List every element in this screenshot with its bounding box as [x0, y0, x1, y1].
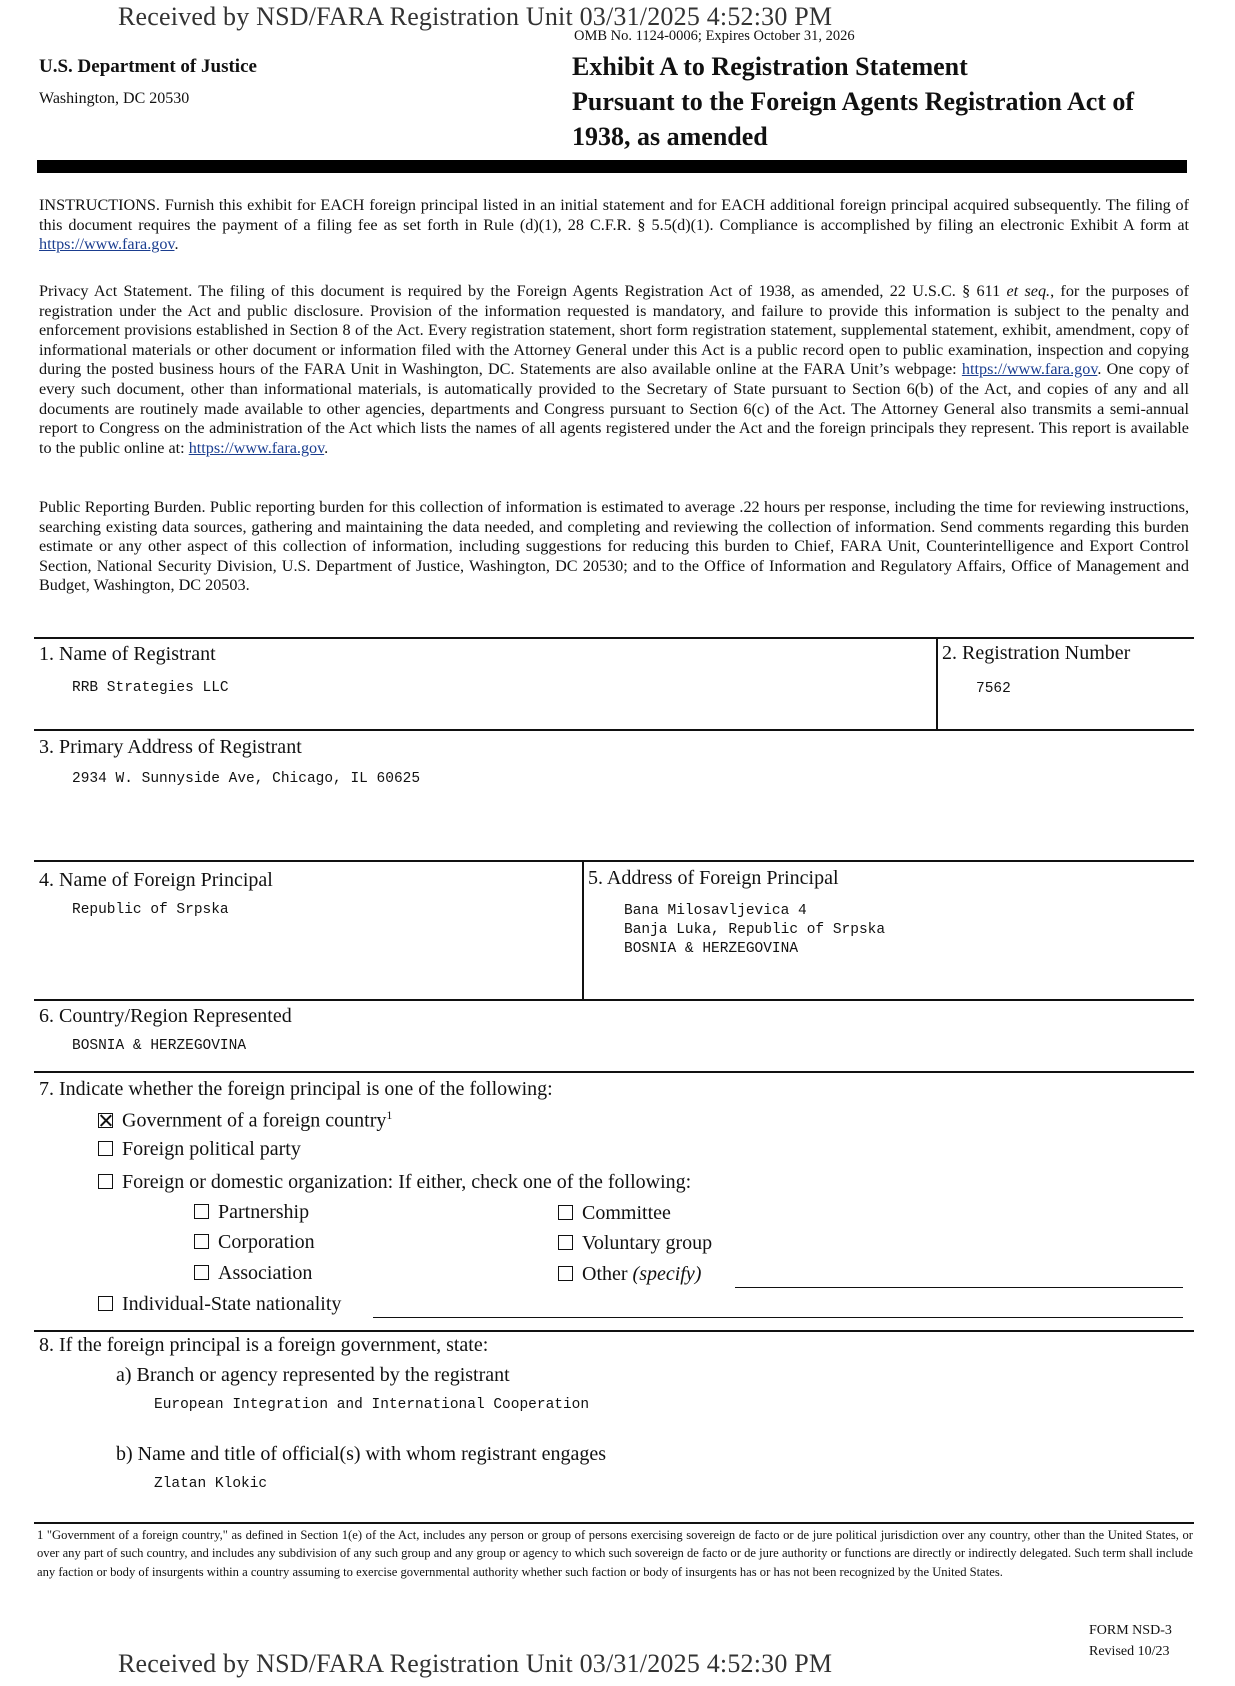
official-label: b) Name and title of official(s) with whom registrant engages: [116, 1443, 607, 1465]
department-name: U.S. Department of Justice: [39, 56, 257, 77]
option-committee[interactable]: Committee: [558, 1202, 671, 1225]
branch-agency-value: European Integration and International Cooperation: [154, 1397, 590, 1413]
foreign-principal-address-label: 5. Address of Foreign Principal: [588, 867, 839, 889]
option-other[interactable]: Other (specify): [558, 1263, 701, 1286]
grid-line: [34, 1330, 1194, 1332]
instructions-link[interactable]: https://www.fara.gov: [39, 235, 175, 254]
department-city: Washington, DC 20530: [39, 90, 190, 107]
form-identifier: [1089, 1620, 1172, 1662]
privacy-et-seq: et seq.: [1006, 282, 1051, 300]
received-stamp-top: Received by NSD/FARA Registration Unit 03/31/2025 4:52:30 PM: [118, 2, 833, 31]
instructions-paragraph: INSTRUCTIONS. Furnish this exhibit for EACH foreign principal listed in an initial statement and for EACH additional foreign principal acquired subsequently. The filing of this document requires the payment of a filing fee as set forth in Rule (d)(1), 28 C.F.R. § 5.5(d)(1). Compliance is accomplished by filing an electronic Exhibit A form at https://www.fara.gov.: [39, 196, 1189, 254]
option-voluntary-group[interactable]: Voluntary group: [558, 1232, 712, 1255]
foreign-principal-address-value: [624, 902, 885, 959]
registration-number-value: 7562: [976, 681, 1011, 697]
form-title-line-3: 1938, as amended: [572, 122, 768, 151]
registration-number-label: 2. Registration Number: [942, 642, 1131, 664]
privacy-text-2: , for the purposes of registration under the Act and public disclosure. Provision of the information requested is mandatory, and failure to provide this information is subject to the penalty and enforcement provisions established in Section 8 of the Act. Every registration statement, short form registration statement, supplemental statement, exhibit, amendment, copy of informational materials or other document or information filed with the Attorney General under this Act is a public record open to public examination, inspection and copying during the posted business hours of the FARA Unit in Washington, DC. Statements are also available online at the FARA Unit’s webpage:: [39, 282, 1189, 379]
footnote-marker: 1: [386, 1108, 393, 1122]
grid-line: [34, 860, 1194, 862]
privacy-text-3: . One copy of every such document, other than informational materials, is automatically provided to the Secretary of State pursuant to Section 6(b) of the Act, and copies of any and all documents are routinely made available to other agencies, departments and Congress pursuant to Section 6(c) of the Act. The Attorney General also transmits a semi-annual report to Congress on the administration of the Act which lists the names of all agents registered under the Act and the foreign principals they represent. This report is available to the public online at:: [39, 360, 1189, 457]
option-individual-state-nationality[interactable]: Individual-State nationality: [98, 1293, 341, 1316]
option-association[interactable]: Association: [194, 1262, 312, 1285]
checkbox-icon[interactable]: [98, 1174, 113, 1189]
privacy-link-2[interactable]: https://www.fara.gov: [188, 438, 325, 457]
footnote: 1 "Government of a foreign country," as defined in Section 1(e) of the Act, includes any person or group of persons exercising sovereign de facto or de jure political jurisdiction over any country, other than the United States, or over any part of such country, and includes any subdivision of any such group and any group or agency to which such sovereign de facto or de jure authority or functions are directly or indirectly delegated. Such term shall include any faction or body of insurgents within a country assuming to exercise governmental authority whether such faction or body of insurgents has or has not been recognized by the United States.: [37, 1528, 1193, 1579]
form-title-line-1: Exhibit A to Registration Statement: [572, 52, 968, 81]
country-represented-value: BOSNIA & HERZEGOVINA: [72, 1038, 247, 1054]
grid-line: [34, 729, 1194, 731]
branch-agency-label: a) Branch or agency represented by the registrant: [116, 1364, 510, 1386]
address-line: BOSNIA & HERZEGOVINA: [624, 941, 799, 957]
grid-line: [34, 1522, 1194, 1524]
checkbox-icon[interactable]: [558, 1205, 573, 1220]
option-partnership[interactable]: Partnership: [194, 1201, 309, 1224]
specify-hint: (specify): [632, 1263, 702, 1285]
privacy-text-1: Privacy Act Statement. The filing of this document is required by the Foreign Agents Registration Act of 1938, as amended, 22 U.S.C. § 611: [39, 282, 1007, 300]
checkbox-icon[interactable]: [558, 1235, 573, 1250]
other-specify-field[interactable]: [735, 1287, 1183, 1288]
nationality-field[interactable]: [373, 1317, 1183, 1318]
country-represented-label: 6. Country/Region Represented: [39, 1005, 292, 1027]
burden-paragraph: Public Reporting Burden. Public reporting burden for this collection of information is estimated to average .22 hours per response, including the time for reviewing instructions, searching existing data sources, gathering and maintaining the data needed, and completing and reviewing the collection of information. Send comments regarding this burden estimate or any other aspect of this collection of information, including suggestions for reducing this burden to Chief, FARA Unit, Counterintelligence and Export Control Section, National Security Division, U.S. Department of Justice, Washington, DC 20530; and to the Office of Information and Regulatory Affairs, Office of Management and Budget, Washington, DC 20503.: [39, 498, 1189, 595]
option-corporation[interactable]: Corporation: [194, 1231, 315, 1254]
option-organization[interactable]: Foreign or domestic organization: If either, check one of the following:: [98, 1171, 691, 1194]
form-name: FORM NSD-3: [1089, 1623, 1172, 1638]
address-line: Bana Milosavljevica 4: [624, 903, 807, 919]
address-line: Banja Luka, Republic of Srpska: [624, 922, 886, 938]
registrant-address-value: 2934 W. Sunnyside Ave, Chicago, IL 60625: [72, 771, 421, 787]
foreign-principal-name-label: 4. Name of Foreign Principal: [39, 869, 273, 891]
grid-line: [34, 999, 1194, 1001]
foreign-government-label: 8. If the foreign principal is a foreign government, state:: [39, 1334, 489, 1356]
form-title-line-2: Pursuant to the Foreign Agents Registration Act of: [572, 87, 1135, 116]
checkbox-icon[interactable]: [98, 1141, 113, 1156]
form-title: [572, 49, 1134, 154]
option-government[interactable]: Government of a foreign country$^1$: [98, 1108, 392, 1133]
registrant-name-value: RRB Strategies LLC: [72, 680, 229, 696]
grid-line: [936, 637, 938, 729]
privacy-paragraph: Privacy Act Statement. The filing of this document is required by the Foreign Agents Registration Act of 1938, as amended, 22 U.S.C. § 611 et seq., for the purposes of registration under the Act and public disclosure. Provision of the information requested is mandatory, and failure to provide this information is subject to the penalty and enforcement provisions established in Section 8 of the Act. Every registration statement, short form registration statement, supplemental statement, exhibit, amendment, copy of informational materials or other document or information filed with the Attorney General under this Act is a public record open to public examination, inspection and copying during the posted business hours of the FARA Unit in Washington, DC. Statements are also available online at the FARA Unit’s webpage: https://www.fara.gov. One copy of every such document, other than informational materials, is automatically provided to the Secretary of State pursuant to Section 6(b) of the Act, and copies of any and all documents are routinely made available to other agencies, departments and Congress pursuant to Section 6(c) of the Act. The Attorney General also transmits a semi-annual report to Congress on the administration of the Act which lists the names of all agents registered under the Act and the foreign principals they represent. This report is available to the public online at: https://www.fara.gov.: [39, 282, 1189, 457]
principal-type-label: 7. Indicate whether the foreign principal is one of the following:: [39, 1078, 553, 1100]
registrant-name-label: 1. Name of Registrant: [39, 643, 216, 665]
checkbox-icon[interactable]: [558, 1266, 573, 1281]
privacy-link-1[interactable]: https://www.fara.gov: [961, 360, 1098, 379]
checkbox-checked-icon[interactable]: [98, 1113, 113, 1128]
form-revision: Revised 10/23: [1089, 1644, 1170, 1659]
grid-line: [34, 637, 1194, 639]
checkbox-icon[interactable]: [194, 1265, 209, 1280]
option-political-party[interactable]: Foreign political party: [98, 1138, 301, 1161]
checkbox-icon[interactable]: [194, 1234, 209, 1249]
registrant-address-label: 3. Primary Address of Registrant: [39, 736, 302, 758]
grid-line: [34, 1071, 1194, 1073]
checkbox-icon[interactable]: [98, 1296, 113, 1311]
received-stamp-bottom: Received by NSD/FARA Registration Unit 03/31/2025 4:52:30 PM: [118, 1649, 833, 1678]
instructions-text: INSTRUCTIONS. Furnish this exhibit for EACH foreign principal listed in an initial statement and for EACH additional foreign principal acquired subsequently. The filing of this document requires the payment of a filing fee as set forth in Rule (d)(1), 28 C.F.R. § 5.5(d)(1). Compliance is accomplished by filing an electronic Exhibit A form at: [39, 196, 1189, 234]
official-value: Zlatan Klokic: [154, 1476, 268, 1492]
header-divider: [37, 160, 1187, 173]
omb-number: OMB No. 1124-0006; Expires October 31, 2026: [574, 28, 855, 44]
foreign-principal-name-value: Republic of Srpska: [72, 902, 229, 918]
grid-line: [582, 860, 584, 999]
checkbox-icon[interactable]: [194, 1204, 209, 1219]
